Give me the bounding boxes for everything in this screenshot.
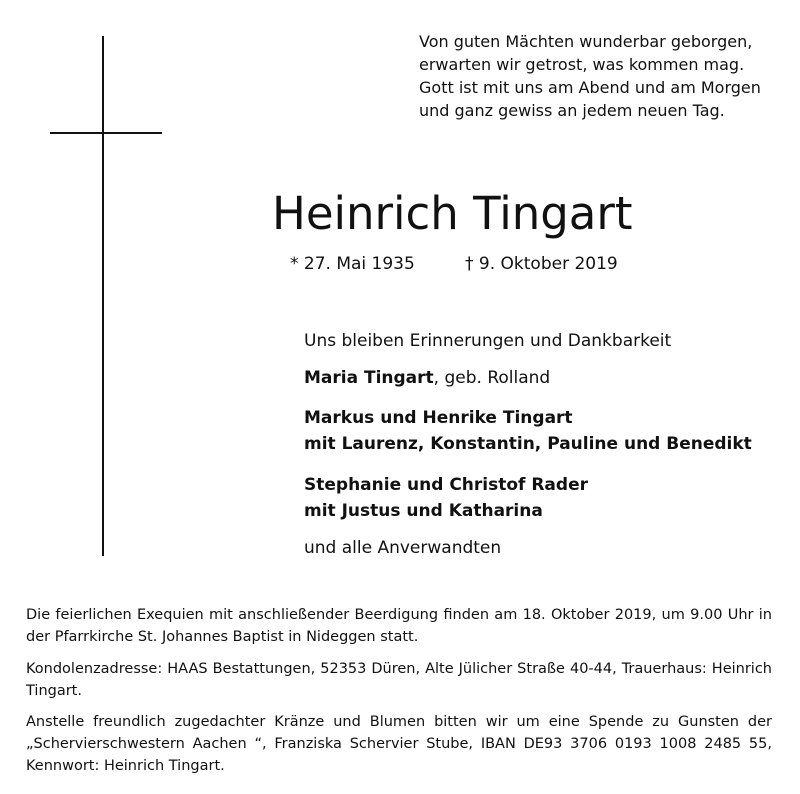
birth-date: * 27. Mai 1935 bbox=[290, 254, 415, 274]
family-line: Stephanie und Christof Rader bbox=[304, 475, 588, 495]
poem-line: Von guten Mächten wunderbar geborgen, bbox=[419, 32, 753, 51]
condolence-address: Kondolenzadresse: HAAS Bestattungen, 52353 Düren, Alte Jülicher Straße 40-44, Trauerhaus: Heinrich Tingart. bbox=[26, 661, 772, 699]
family-line: Markus und Henrike Tingart bbox=[304, 408, 573, 428]
family-line: mit Laurenz, Konstantin, Pauline und Benedikt bbox=[304, 434, 752, 454]
death-date: † 9. Oktober 2019 bbox=[465, 254, 618, 274]
poem-line: und ganz gewiss an jedem neuen Tag. bbox=[419, 101, 725, 120]
deceased-name: Heinrich Tingart bbox=[272, 187, 633, 240]
spouse-suffix: , geb. Rolland bbox=[433, 368, 551, 388]
family-closing: und alle Anverwandten bbox=[304, 538, 502, 558]
family-line: mit Justus und Katharina bbox=[304, 501, 543, 521]
poem bbox=[419, 30, 789, 122]
poem-line: Gott ist mit uns am Abend und am Morgen bbox=[419, 78, 761, 97]
cross-vertical-bar bbox=[102, 36, 104, 556]
spouse-name: Maria Tingart bbox=[304, 368, 434, 388]
family-spouse bbox=[304, 366, 794, 391]
family-intro: Uns bleiben Erinnerungen und Dankbarkeit bbox=[304, 331, 672, 351]
funeral-notice: Die feierlichen Exequien mit anschließender Beerdigung finden am 18. Oktober 2019, um 9.00 Uhr in der Pfarrkirche St. Johannes Baptist in Nideggen statt. bbox=[26, 607, 772, 645]
cross-horizontal-bar bbox=[50, 132, 162, 134]
donation-notice: Anstelle freundlich zugedachter Kränze und Blumen bitten wir um eine Spende zu Gunsten der „Schervierschwestern Aachen “, Franziska Schervier Stube, IBAN DE93 3706 0193 1008 2485 55, Kennwort: Heinrich Tingart. bbox=[26, 714, 772, 774]
poem-line: erwarten wir getrost, was kommen mag. bbox=[419, 55, 745, 74]
